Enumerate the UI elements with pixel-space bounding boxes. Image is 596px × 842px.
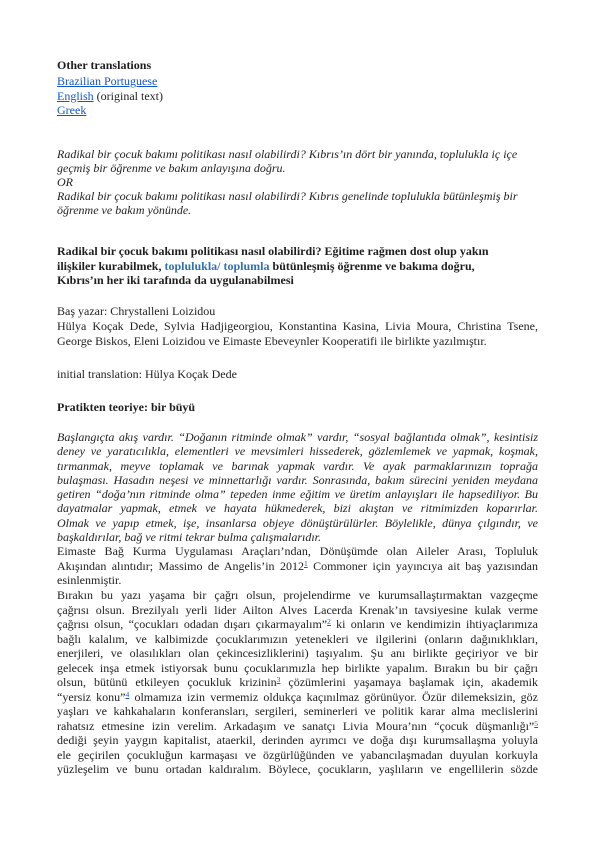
other-translations-heading [57,58,538,73]
footnote-ref-1[interactable]: 1 [303,558,308,568]
line-text: Kıbrıs’ın her iki tarafında da uygulanabilmesi [57,273,294,287]
section-heading [57,400,538,415]
body-line [57,646,538,661]
line-text: esinlenmiştir. [57,573,122,587]
epigraph-line [57,487,538,501]
body-line [57,661,538,676]
line-text: Commoner için yayıncıya ait baş yazısından [307,558,538,573]
line-text: ele geçirilen çocukluğun karmaşası ve özgürlüğünden ve yabancılaşmadan duyulan korkuyla [57,747,538,762]
source-note-line [57,573,538,588]
title-variant-line [57,175,538,189]
title-highlight: toplulukla/ toplumla [164,258,270,273]
epigraph-line [57,516,538,530]
lead-author [57,304,538,319]
translation-item [57,89,538,104]
body-line [57,704,538,719]
line-text: ilişkiler kurabilmek, [57,258,165,273]
line-text: Eimaste Bağ Kurma Uygulaması Araçları’ndan, Dönüşümde olan Aileler Arası, Topluluk [57,544,538,558]
translation-credit [57,367,538,382]
epigraph-line [57,473,538,487]
line-text: getiren “doğa’nın ritminde olma” tepeden inme eğitim ve üretim anlayışları ile hapsediliyor. Bu [57,487,538,502]
body-line [57,617,538,632]
body-line [57,762,538,777]
title-variant-line [57,189,538,203]
line-text: yüzleşelim ve bunu ortadan kaldıralım. Böylece, çocukların, yaşlıların ve engellilerin sözde [57,762,538,776]
body-line [57,603,538,618]
footnote-ref-3[interactable]: 3 [276,675,281,684]
body-paragraph [57,588,538,777]
line-text: öğrenme ve bakım yönünde. [57,203,192,217]
line-text: Radikal bir çocuk bakımı politikası nasıl olabilirdi? Kıbrıs’ın dört bir yanında, toplulukla iç içe [57,147,518,161]
coauthors [57,319,538,348]
line-text: geçmiş bir öğrenme ve bakım anlayışına doğru. [57,161,286,175]
section-heading-text: Pratikten teoriye: bir büyü [57,400,196,414]
line-text: gelecek inşa etmek istiyorsak bunu çocuklarımızla hep birlikte yapalım. Bırakın bu bir çağrı [57,660,538,675]
source-note-line [57,544,538,559]
line-text: deney ve yaratıcılıkla, elementleri ve mevsimleri hissederek, gözlemlemek ve yapmak, koşmak, [57,444,538,459]
line-text: “yersiz konu” [57,689,126,704]
translation-link-brazilian-portuguese[interactable]: Brazilian Portuguese [57,74,158,88]
footnote-ref-2[interactable]: 2 [327,617,331,626]
line-text: bağlı kalalım, ve kalbimizde çocuklarımızın yetenekleri ve ilgilerini (onların dağınıklıkları, [57,631,538,646]
line-text: Akışından alıntıdır; Massimo de Angelis’in 2012 [57,558,304,573]
coauthors-line [57,319,538,334]
source-note-line [57,559,538,574]
line-text: bulaşması. Hasadın neşesi ve minnettarlığı vardır. Sonrasında, bakım sürecini yeniden meydana [57,472,538,487]
line-text: Hülya Koçak Dede, Sylvia Hadjigeorgiou, Konstantina Kasina, Livia Moura, Christina Tsene, [57,319,538,333]
lead-author-text: Baş yazar: Chrystalleni Loizidou [57,304,216,318]
line-text: Radikal bir çocuk bakımı politikası nasıl olabilirdi? Eğitime rağmen dost olup yakın [57,244,489,258]
epigraph-line [57,501,538,515]
epigraph-line [57,430,538,444]
line-text: başkaldırılar, bağ ve ritmi tekrar bulma çalışmalarıdır. [57,530,321,545]
line-text: rahatsız etmesine izin verelim. Arkadaşım ve sanatçı Livia Moura’nın “çocuk düşmanlığı” [57,718,535,733]
line-text: Olmak ve yapıp etmek, işe, insanlarsa objeye dönüştürülürler. Böylelikle, dünya çılgındır, ve [57,515,538,530]
article-title-line [57,259,538,274]
line-text: çağrısı olsun, “çocukları odadan dışarı çıkarmayalım” [57,617,328,631]
line-text: Başlangıçta akış vardır. “Doğanın ritminde olmak” vardır, “sosyal bağlantıda olmak”, kesintisiz [57,430,538,444]
body-line [57,733,538,748]
epigraph-paragraph [57,430,538,544]
translation-credit-text: initial translation: Hülya Koçak Dede [57,367,237,381]
title-variants [57,147,538,217]
translation-item [57,103,538,118]
line-text: dayatmalar yapmak, etmek ve hayata hükmederek, bizi akıştan ve ritmimizden koparırlar. [57,501,538,516]
translation-link-english[interactable]: English [57,88,94,103]
line-text: OR [57,175,73,189]
line-text: dediği şeyin yaygın kapitalist, ataerkil, derinden ayrımcı ve doğa dışı kurumsallaşma yoluyla [57,733,538,747]
epigraph-line [57,459,538,473]
body-line [57,719,538,734]
line-text: olmamıza izin vermemiz oldukça kaçınılmaz görünüyor. Özür dilemeksizin, göz [129,689,538,704]
line-text: yaşları ve kahkahaların konferansları, sergileri, seminerleri ve politik karar alma meclislerini [57,704,538,718]
article-title [57,244,538,288]
source-note-paragraph [57,544,538,588]
body-line [57,675,538,690]
title-variant-line [57,147,538,161]
line-text: Bırakın bu yazı yaşama bir çağrı olsun, projelendirme ve kurumsallaştırmaktan vazgeçme [57,588,538,602]
title-variant-line [57,161,538,175]
body-line [57,690,538,705]
footnote-ref-4[interactable]: 4 [125,689,130,699]
line-text: ki onların ve kendimizin ihtiyaçlarımıza [330,617,538,631]
line-text: bütünleşmiş öğrenme ve bakıma doğru, [269,258,475,273]
epigraph-line [57,530,538,544]
line-text: çağrısı olsun. Brezilyalı yerli lider Ailton Alves Lacerda Krenak’ın tavsiyesine kulak verme [57,602,538,617]
body-line [57,632,538,647]
body-line [57,588,538,603]
article-title-line [57,273,538,288]
translation-item [57,74,538,89]
epigraph-line [57,444,538,458]
line-text: tırmanmak, meyve toplamak ve barınak yapmak vardır. Ve ayak parmaklarınızın toprağa [57,458,538,473]
body-line [57,748,538,763]
heading-text: Other translations [57,58,152,72]
line-text: çözümlerini yaşamaya başlamak için, akademik [280,675,538,689]
translation-link-greek[interactable]: Greek [57,103,87,117]
line-text: olsun, bütünü etkileyen çocukluk krizinin [57,675,277,689]
footnote-ref-5[interactable]: 5 [534,718,538,728]
line-text: George Biskos, Eleni Loizidou ve Eimaste Ebeveynler Kooperatifi ile birlikte yazılmıştır. [57,333,487,348]
title-variant-line [57,203,538,217]
coauthors-line [57,334,538,349]
translation-note: (original text) [93,88,163,103]
line-text: enerjileri, ve olasılıkları olan çekincesizliklerini) taşıyalım. Şu anı birlikte geçiriyor ve bir [57,646,538,660]
translations-list [57,74,538,118]
article-title-line [57,244,538,259]
line-text: Radikal bir çocuk bakımı politikası nasıl olabilirdi? Kıbrıs genelinde toplulukla bütünleşmiş bir [57,189,518,203]
